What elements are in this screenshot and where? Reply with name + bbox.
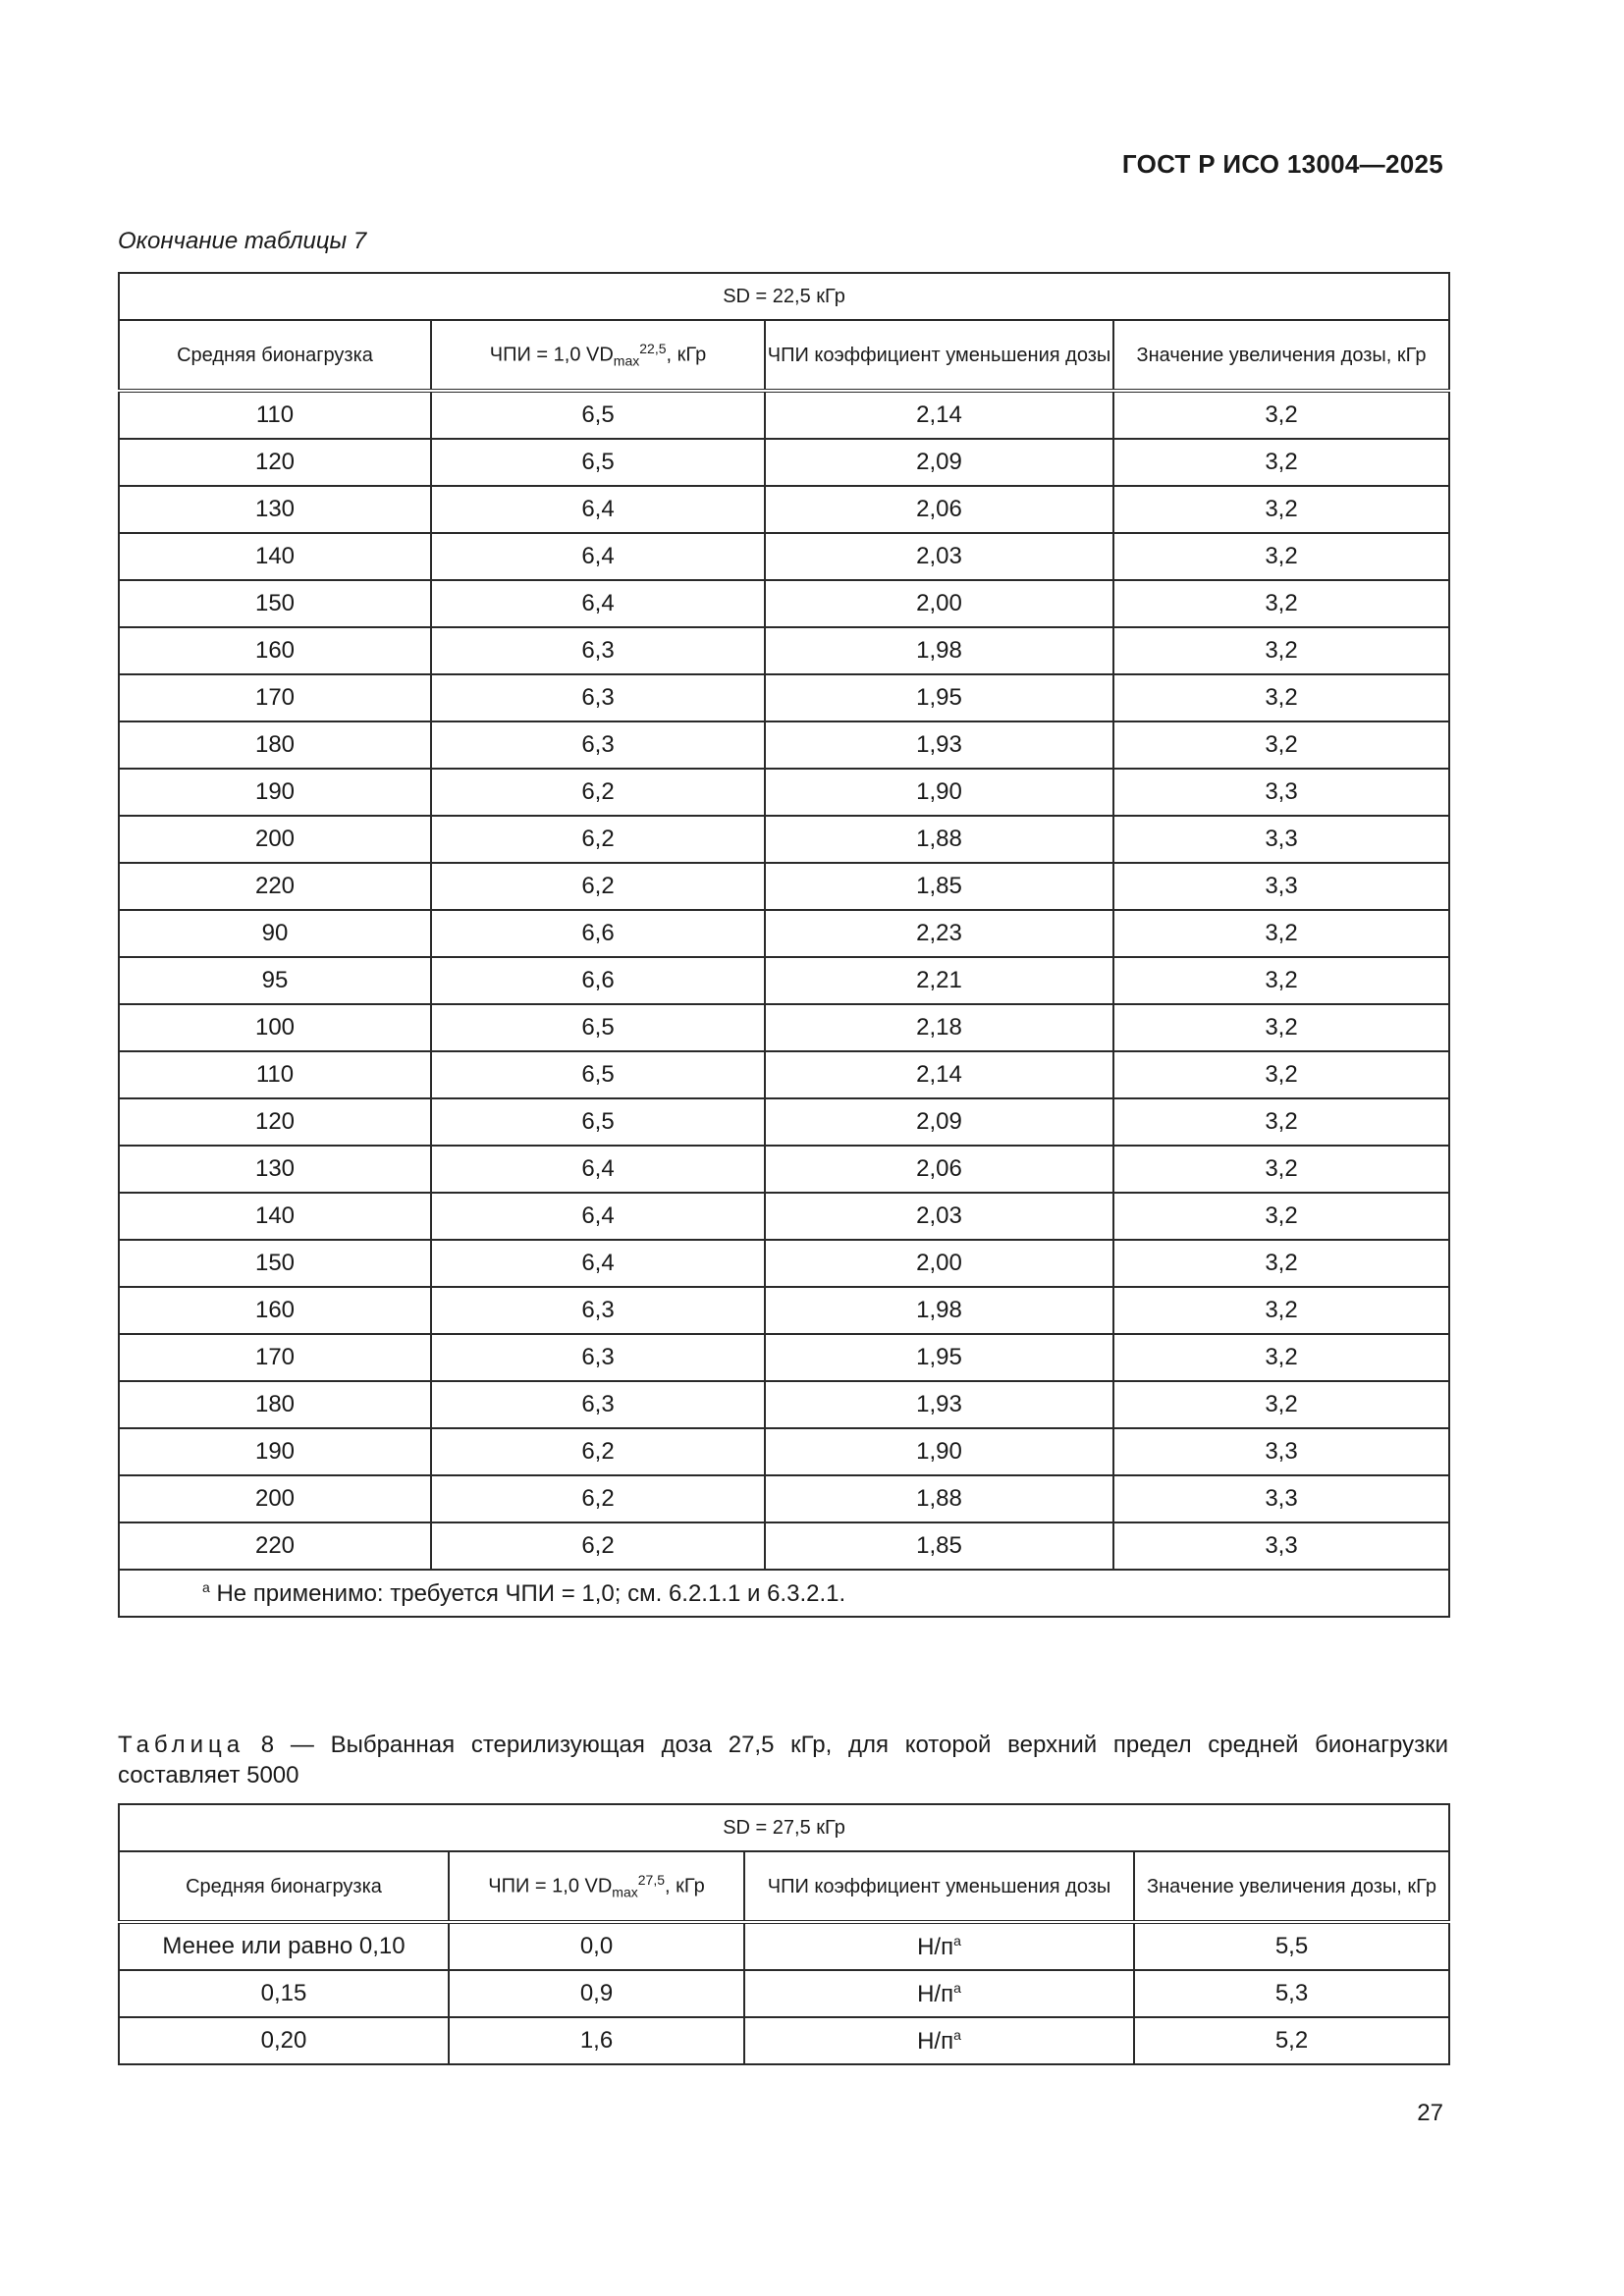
table-row	[119, 439, 1449, 486]
table-row	[119, 1922, 1449, 1970]
table8-sd-label: SD = 27,5 кГр	[119, 1804, 1449, 1851]
table-cell: 1,93	[765, 721, 1113, 769]
table-cell: 3,2	[1113, 1051, 1449, 1098]
table-cell: 2,06	[765, 486, 1113, 533]
table8-col-bioburden: Средняя бионагрузка	[119, 1851, 449, 1922]
table-cell: 6,3	[431, 1381, 765, 1428]
table-cell: 3,2	[1113, 674, 1449, 721]
table-cell: 120	[119, 439, 431, 486]
table8-col-increment: Значение увеличения дозы, кГр	[1134, 1851, 1449, 1922]
table-cell: 6,4	[431, 1146, 765, 1193]
table-cell: 6,4	[431, 533, 765, 580]
vdmax-sub: max	[612, 1884, 638, 1900]
table7-footnote-row	[119, 1570, 1449, 1617]
table-cell: 170	[119, 1334, 431, 1381]
table-cell: 6,5	[431, 1098, 765, 1146]
footnote-mark: a	[202, 1578, 210, 1595]
table-cell: 6,4	[431, 486, 765, 533]
table-cell: 3,2	[1113, 957, 1449, 1004]
table-cell: 110	[119, 1051, 431, 1098]
table-row	[119, 1522, 1449, 1570]
cell-value: Н/п	[917, 1980, 954, 2007]
table-cell: 3,2	[1113, 910, 1449, 957]
cell-value: Н/п	[917, 1933, 954, 1960]
vdmax-sup: 22,5	[639, 341, 667, 357]
table8-col-reduction: ЧПИ коэффициент уменьшения дозы	[744, 1851, 1134, 1922]
cell-value: 0,9	[579, 1980, 614, 2006]
footnote-ref: a	[953, 2026, 961, 2043]
table8-caption	[118, 1730, 1448, 1790]
footnote-text: Не применимо: требуется ЧПИ = 1,0; см. 6.2.1.1 и 6.3.2.1.	[209, 1579, 846, 1607]
table-cell: 170	[119, 674, 431, 721]
table-cell	[744, 2017, 1134, 2064]
cell-value: 5,5	[1274, 1933, 1309, 1959]
table-cell: 1,93	[765, 1381, 1113, 1428]
cell-value: 1,6	[579, 2027, 614, 2054]
table8-caption-text: 8 — Выбранная стерилизующая доза 27,5 кГр, для которой верхний предел средней бионагрузки составляет 5000	[118, 1732, 1448, 1789]
table-cell: 6,2	[431, 1428, 765, 1475]
table-row	[119, 2017, 1449, 2064]
table-row	[119, 1193, 1449, 1240]
table-cell: 2,06	[765, 1146, 1113, 1193]
table-row	[119, 957, 1449, 1004]
table-row	[119, 1240, 1449, 1287]
table-cell: 160	[119, 1287, 431, 1334]
table-cell: 6,4	[431, 1240, 765, 1287]
table-row	[119, 863, 1449, 910]
cell-value: 0,20	[260, 2027, 307, 2054]
table-cell: 6,2	[431, 769, 765, 816]
table-cell: 2,14	[765, 1051, 1113, 1098]
footnote-ref: a	[953, 1932, 961, 1949]
table-cell: 2,09	[765, 439, 1113, 486]
table-cell: 3,3	[1113, 1522, 1449, 1570]
table-cell: 3,2	[1113, 1098, 1449, 1146]
table-cell: 6,2	[431, 863, 765, 910]
vdmax-prefix: ЧПИ = 1,0 VD	[489, 344, 614, 366]
table-cell: 3,2	[1113, 486, 1449, 533]
table-cell: 6,4	[431, 1193, 765, 1240]
table-cell: 190	[119, 769, 431, 816]
table-row	[119, 533, 1449, 580]
table-cell: 3,2	[1113, 1287, 1449, 1334]
cell-value: 5,3	[1274, 1980, 1309, 2006]
table7-col-reduction: ЧПИ коэффициент уменьшения дозы	[765, 320, 1113, 391]
table-cell: 2,23	[765, 910, 1113, 957]
table-cell: 180	[119, 1381, 431, 1428]
table-cell	[119, 1922, 449, 1970]
table-8	[118, 1803, 1450, 2065]
table8-col-vdmax	[449, 1851, 744, 1922]
table-cell: 2,18	[765, 1004, 1113, 1051]
table-cell: 3,2	[1113, 721, 1449, 769]
table-cell: 95	[119, 957, 431, 1004]
table-cell: 3,2	[1113, 1381, 1449, 1428]
table-cell: 1,95	[765, 1334, 1113, 1381]
table-cell: 130	[119, 1146, 431, 1193]
table-cell	[449, 2017, 744, 2064]
table-row	[119, 769, 1449, 816]
document-header: ГОСТ Р ИСО 13004—2025	[1121, 149, 1443, 179]
table-row	[119, 627, 1449, 674]
table-cell: 90	[119, 910, 431, 957]
table-cell: 1,88	[765, 1475, 1113, 1522]
table-cell: 2,03	[765, 1193, 1113, 1240]
table-cell: 3,3	[1113, 816, 1449, 863]
table-row	[119, 1334, 1449, 1381]
table-cell: 6,3	[431, 1287, 765, 1334]
table-cell: 3,2	[1113, 533, 1449, 580]
table-cell: 2,00	[765, 580, 1113, 627]
table-cell	[1134, 1922, 1449, 1970]
page-number: 27	[1417, 2100, 1443, 2126]
table-7	[118, 272, 1450, 1618]
table-cell: 220	[119, 863, 431, 910]
table-cell: 6,3	[431, 1334, 765, 1381]
table-cell: 6,5	[431, 1004, 765, 1051]
table-cell: 1,90	[765, 769, 1113, 816]
table-row	[119, 1381, 1449, 1428]
table-cell: 110	[119, 391, 431, 439]
table-cell: 140	[119, 1193, 431, 1240]
table-cell: 6,4	[431, 580, 765, 627]
table7-col-vdmax	[431, 320, 765, 391]
table-cell: 2,03	[765, 533, 1113, 580]
table-row	[119, 1051, 1449, 1098]
table-cell: 6,2	[431, 1475, 765, 1522]
table-row	[119, 580, 1449, 627]
table-cell: 3,2	[1113, 627, 1449, 674]
table-cell: 1,90	[765, 1428, 1113, 1475]
table-row	[119, 391, 1449, 439]
table8-caption-label: Таблица	[118, 1732, 245, 1758]
table-cell: 3,2	[1113, 439, 1449, 486]
table-cell	[1134, 1970, 1449, 2017]
table-row	[119, 1098, 1449, 1146]
table-row	[119, 1428, 1449, 1475]
table-cell: 6,5	[431, 439, 765, 486]
table-cell: 1,95	[765, 674, 1113, 721]
table-cell: 6,2	[431, 1522, 765, 1570]
table-cell: 6,6	[431, 910, 765, 957]
table-cell: 6,6	[431, 957, 765, 1004]
table-row	[119, 816, 1449, 863]
table7-footnote	[119, 1570, 1449, 1617]
table-cell: 150	[119, 1240, 431, 1287]
table-cell: 3,2	[1113, 1004, 1449, 1051]
cell-value: 0,15	[260, 1980, 307, 2006]
table7-sd-label: SD = 22,5 кГр	[119, 273, 1449, 320]
vdmax-suffix: , кГр	[665, 1875, 705, 1897]
table-cell: 130	[119, 486, 431, 533]
cell-value: Н/п	[917, 2027, 954, 2055]
cell-value: 0,0	[579, 1933, 614, 1959]
table-cell: 3,2	[1113, 391, 1449, 439]
table-row	[119, 486, 1449, 533]
vdmax-sup: 27,5	[637, 1872, 665, 1889]
table-cell: 100	[119, 1004, 431, 1051]
table-cell: 6,3	[431, 627, 765, 674]
footnote-ref: a	[953, 1979, 961, 1996]
table-row	[119, 674, 1449, 721]
table-row	[119, 1004, 1449, 1051]
table-cell: 220	[119, 1522, 431, 1570]
table-cell: 120	[119, 1098, 431, 1146]
table-cell: 1,85	[765, 1522, 1113, 1570]
table-cell	[744, 1922, 1134, 1970]
table-row	[119, 1970, 1449, 2017]
table-cell: 2,00	[765, 1240, 1113, 1287]
table-cell: 200	[119, 816, 431, 863]
table-cell: 3,2	[1113, 1240, 1449, 1287]
table-row	[119, 1287, 1449, 1334]
table7-col-bioburden: Средняя бионагрузка	[119, 320, 431, 391]
table7-col-increment: Значение увеличения дозы, кГр	[1113, 320, 1449, 391]
table-cell: 190	[119, 1428, 431, 1475]
table-cell	[449, 1970, 744, 2017]
table-cell: 2,21	[765, 957, 1113, 1004]
table-row	[119, 721, 1449, 769]
table-row	[119, 1475, 1449, 1522]
table-cell: 140	[119, 533, 431, 580]
vdmax-prefix: ЧПИ = 1,0 VD	[488, 1875, 613, 1897]
table-cell	[449, 1922, 744, 1970]
vdmax-suffix: , кГр	[666, 344, 707, 366]
vdmax-sub: max	[613, 352, 640, 369]
table-cell: 1,98	[765, 1287, 1113, 1334]
table-cell: 2,14	[765, 391, 1113, 439]
table-cell: 3,3	[1113, 863, 1449, 910]
table-cell: 6,3	[431, 721, 765, 769]
table-cell	[1134, 2017, 1449, 2064]
table-cell: 3,3	[1113, 1475, 1449, 1522]
table-cell: 2,09	[765, 1098, 1113, 1146]
table-cell: 6,3	[431, 674, 765, 721]
table-cell: 1,88	[765, 816, 1113, 863]
table-cell: 6,5	[431, 391, 765, 439]
table-cell	[119, 2017, 449, 2064]
table-cell: 150	[119, 580, 431, 627]
table7-continuation-caption: Окончание таблицы 7	[118, 228, 367, 254]
table-row	[119, 1146, 1449, 1193]
table-cell: 1,85	[765, 863, 1113, 910]
table-cell: 180	[119, 721, 431, 769]
table-cell: 160	[119, 627, 431, 674]
table-cell: 3,2	[1113, 580, 1449, 627]
table-cell: 6,5	[431, 1051, 765, 1098]
table-cell: 1,98	[765, 627, 1113, 674]
cell-value: Менее или равно 0,10	[162, 1933, 406, 1959]
table-cell: 3,2	[1113, 1146, 1449, 1193]
table-cell	[744, 1970, 1134, 2017]
table-cell: 3,3	[1113, 769, 1449, 816]
table-cell: 3,2	[1113, 1334, 1449, 1381]
cell-value: 5,2	[1274, 2027, 1309, 2054]
table-cell: 200	[119, 1475, 431, 1522]
table-cell: 3,3	[1113, 1428, 1449, 1475]
table-cell: 6,2	[431, 816, 765, 863]
table-cell: 3,2	[1113, 1193, 1449, 1240]
table-cell	[119, 1970, 449, 2017]
table-row	[119, 910, 1449, 957]
